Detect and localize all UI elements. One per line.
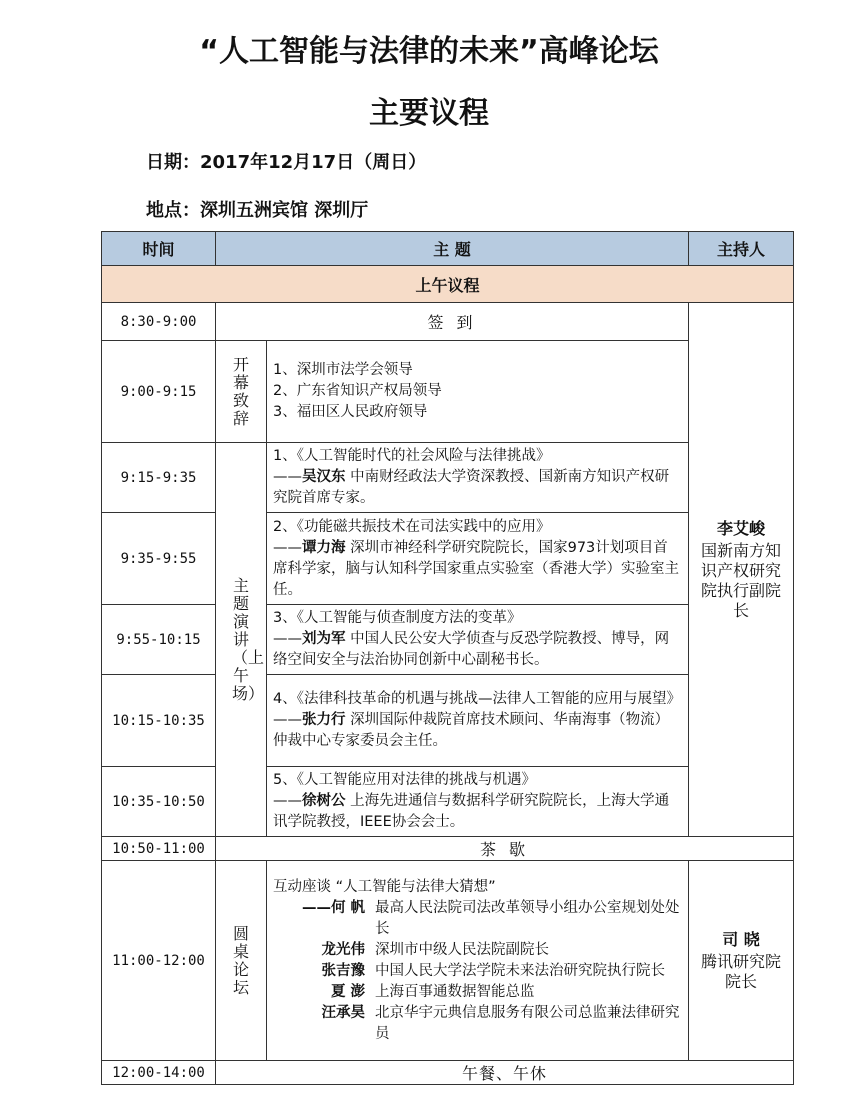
list-item <box>273 1003 682 1045</box>
participant-desc: 深圳市中级人民法院副院长 <box>375 941 549 958</box>
category-roundtable <box>216 861 267 1061</box>
row-time: 10:35-10:50 <box>102 767 216 837</box>
header-topic: 主 题 <box>216 232 689 266</box>
list-item <box>273 940 682 961</box>
talk-cell <box>267 513 689 605</box>
lunch-label: 午餐、午休 <box>216 1061 794 1085</box>
host-morning-title: 国新南方知识产权研究院执行副院长 <box>701 540 782 620</box>
header-host: 主持人 <box>689 232 794 266</box>
participant-name: 夏 澎 <box>330 983 365 1000</box>
talk-desc: 深圳市神经科学研究院院长，国家973计划项目首席科学家，脑与认知科学国家重点实验室（香港大学）实验室主任。 <box>273 539 679 598</box>
participant-desc: 最高人民法院司法改革领导小组办公室规划处处长 <box>375 899 680 937</box>
participant-name: 汪承昊 <box>321 1004 365 1021</box>
list-item <box>273 898 682 940</box>
category-opening-text: 开幕致辞 <box>232 354 249 428</box>
row-time: 9:00-9:15 <box>102 341 216 443</box>
talk-desc: 深圳国际仲裁院首席技术顾问、华南海事（物流）仲裁中心专家委员会主任。 <box>273 712 670 749</box>
talk-cell <box>267 675 689 767</box>
talk-prefix: —— <box>273 469 302 485</box>
participant-desc: 北京华宇元典信息服务有限公司总监兼法律研究员 <box>375 1004 680 1042</box>
venue-line: 地点：深圳五洲宾馆 深圳厅 <box>146 200 369 221</box>
list-item: 2、广东省知识产权局领导 <box>273 383 442 399</box>
talk-title: 4、《法律科技革命的机遇与挑战—法律人工智能的应用与展望》 <box>273 691 681 707</box>
participant-name: 龙光伟 <box>321 941 365 958</box>
page-subtitle: 主要议程 <box>369 96 489 131</box>
talk-prefix: —— <box>273 793 302 809</box>
talk-title: 1、《人工智能时代的社会风险与法律挑战》 <box>273 448 551 464</box>
host-roundtable <box>689 861 794 1061</box>
table-header-row <box>102 232 794 266</box>
opening-items <box>267 341 689 443</box>
table-row <box>102 1061 794 1085</box>
header-time: 时间 <box>102 232 216 266</box>
participant-name: 张吉豫 <box>321 962 365 979</box>
talk-title: 2、《功能磁共振技术在司法实践中的应用》 <box>273 518 551 535</box>
list-item: 1、深圳市法学会领导 <box>273 362 413 378</box>
talk-desc: 上海先进通信与数据科学研究院院长，上海大学通讯学院教授，IEEE协会会士。 <box>273 793 670 830</box>
talk-speaker: 徐树公 <box>302 793 346 809</box>
talk-speaker: 谭力海 <box>302 539 346 556</box>
talk-prefix: —— <box>273 539 302 556</box>
list-item <box>273 982 682 1003</box>
page-title: “人工智能与法律的未来”高峰论坛 <box>199 34 659 69</box>
row-time: 10:50-11:00 <box>102 837 216 861</box>
category-keynote-text: 主题演讲（上午场） <box>232 575 265 703</box>
date-line: 日期：2017年12月17日（周日） <box>146 152 427 173</box>
table-row <box>102 837 794 861</box>
table-row <box>102 861 794 1061</box>
row-time: 11:00-12:00 <box>102 861 216 1061</box>
roundtable-cell <box>267 861 689 1061</box>
tea-label: 茶 歇 <box>216 837 794 861</box>
list-item <box>273 961 682 982</box>
talk-cell <box>267 605 689 675</box>
talk-prefix: —— <box>273 631 302 647</box>
section-row-morning <box>102 266 794 303</box>
talk-desc: 中国人民公安大学侦查与反恐学院教授、博导，网络空间安全与法治协同创新中心副秘书长。 <box>273 631 670 668</box>
host-roundtable-name: 司 晓 <box>722 929 760 949</box>
category-roundtable-text: 圆桌论坛 <box>232 923 249 997</box>
talk-speaker: 张力行 <box>302 712 346 728</box>
category-keynote <box>216 443 267 837</box>
row-time: 8:30-9:00 <box>102 303 216 341</box>
row-time: 12:00-14:00 <box>102 1061 216 1085</box>
row-time: 10:15-10:35 <box>102 675 216 767</box>
talk-cell <box>267 767 689 837</box>
host-morning-name: 李艾峻 <box>717 518 766 538</box>
row-time: 9:15-9:35 <box>102 443 216 513</box>
category-opening <box>216 341 267 443</box>
row-time: 9:55-10:15 <box>102 605 216 675</box>
talk-cell <box>267 443 689 513</box>
talk-prefix: —— <box>273 712 302 728</box>
host-morning <box>689 303 794 837</box>
talk-speaker: 吴汉东 <box>302 469 346 485</box>
table-row <box>102 303 794 341</box>
participant-name: ——何 帆 <box>301 899 365 916</box>
talk-title: 3、《人工智能与侦查制度方法的变革》 <box>273 610 522 626</box>
talk-desc: 中南财经政法大学资深教授、国新南方知识产权研究院首席专家。 <box>273 469 670 506</box>
agenda-table <box>101 231 794 1085</box>
checkin-label: 签 到 <box>216 303 689 341</box>
list-item: 3、福田区人民政府领导 <box>273 404 428 420</box>
section-morning-label: 上午议程 <box>102 266 794 303</box>
talk-speaker: 刘为军 <box>302 631 346 647</box>
row-time: 9:35-9:55 <box>102 513 216 605</box>
host-roundtable-title: 腾讯研究院院长 <box>701 951 782 991</box>
participant-desc: 上海百事通数据智能总监 <box>375 983 535 1000</box>
talk-title: 5、《人工智能应用对法律的挑战与机遇》 <box>273 772 536 788</box>
roundtable-heading: 互动座谈 “人工智能与法律大猜想” <box>273 878 496 895</box>
participant-desc: 中国人民大学法学院未来法治研究院执行院长 <box>375 962 665 979</box>
